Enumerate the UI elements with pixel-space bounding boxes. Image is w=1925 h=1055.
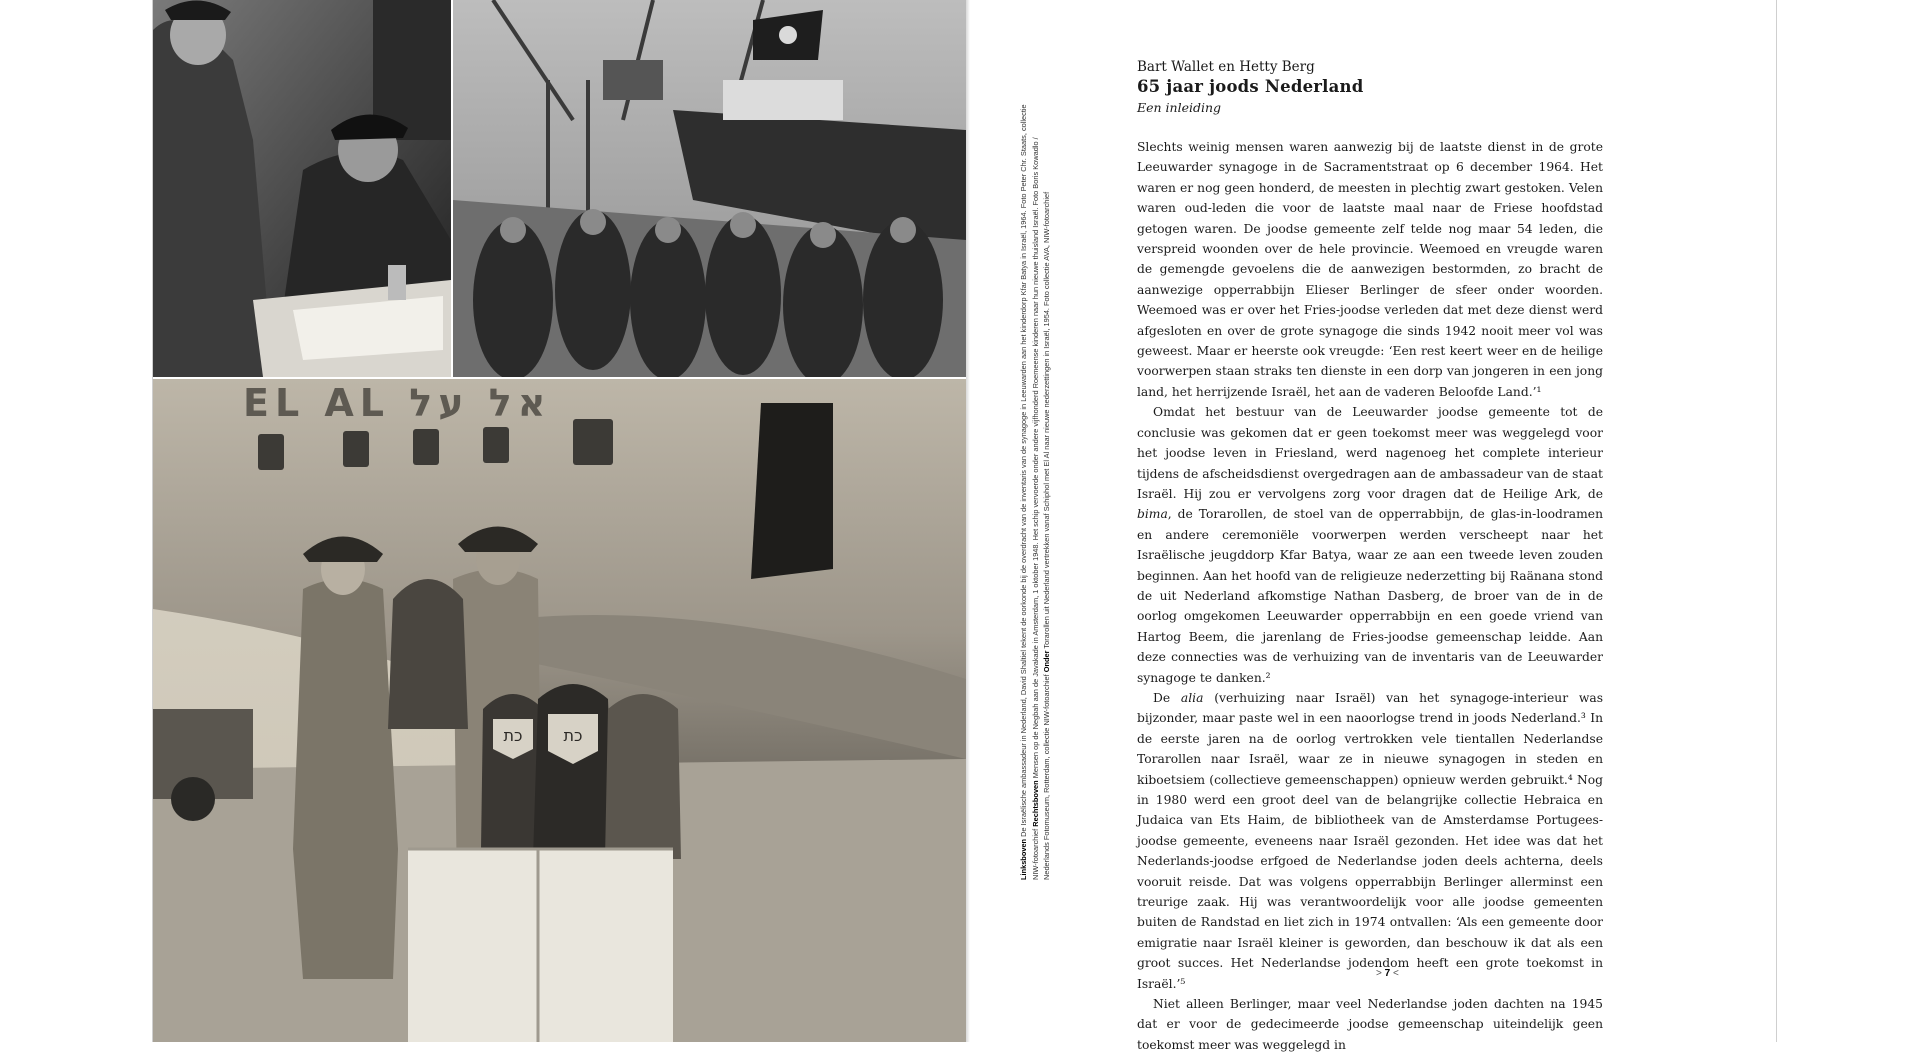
article-title: 65 jaar joods Nederland — [1137, 77, 1364, 96]
page-edge-right — [1776, 0, 1777, 1042]
page-number: > 7 < — [1376, 968, 1399, 979]
paragraph-2: Omdat het bestuur van de Leeuwarder joodse gemeente tot de conclusie was gekomen dat er geen toekomst meer was weggelegd voor het joodse leven in Friesland, werd nagenoeg het complete interieur tijdens de afscheidsdienst overgedragen aan de ambassadeur van de staat Israël. Hij zou er vervolgens zorg voor dragen dat de Heilige Ark, de bima, de Torarollen, de stoel van de opperrabbijn, de glas-in-loodramen en andere ceremoniële voorwerpen werden verscheept naar het Israëlische jeugddorp Kfar Batya, waar ze aan een tweede leven zouden beginnen. Aan het hoofd van de religieuze nederzetting bij Raänana stond de uit Nederland afkomstige Nathan Dasberg, de broer van de in de oorlog omgekomen Leeuwarder opperrabbijn en een goede vriend van Hartog Beem, die jarenlang de Fries-joodse gemeenschap leidde. Aan deze connecties was de verhuizing van de inventaris van de Leeuwarder synagoge te danken.² — [1137, 405, 1603, 685]
paragraph-3: De alia (verhuizing naar Israël) van het synagoge-interieur was bijzonder, maar paste wel in een naoorlogse trend in joods Nederland.³ In de eerste jaren na de oorlog vertrokken vele tientallen Nederlandse Torarollen naar Israël, waar ze in nieuwe synagogen in steden en kiboetsiem (collectieve gemeenschappen) opnieuw werden gebruikt.⁴ Nog in 1980 werd een groot deel van de belangrijke collectie Hebraica en Judaica van Ets Haim, de bibliotheek van de Amsterdamse Portugees-joodse gemeente, eveneens naar Israël gezonden. Het idee was dat het Nederlands-joodse erfgoed de Nederlandse joden deels achterna, deels vooruit reisde. Dat was volgens opperrabbijn Berlinger allerminst een treurige zaak. Hij was verantwoordelijk voor alle joodse gemeenten buiten de Randstad en liet zich in 1974 ontvallen: ‘Als een gemeente door emigratie naar Israël kleiner is geworden, dan beschouw ik dat als een groot succes. Het Nederlandse jodendom heeft een grote toekomst in Israël.’⁵ — [1137, 690, 1604, 991]
article-subtitle: Een inleiding — [1137, 100, 1222, 115]
photo-torah-scrolls-el-al — [153, 379, 966, 1042]
torah-mantle-label: כת — [563, 726, 583, 745]
photo-ship-quay-crowd — [453, 0, 966, 377]
photo-caption — [1018, 100, 1053, 880]
article-author: Bart Wallet en Hetty Berg — [1137, 59, 1315, 75]
caption-text-linksboven: De Israëlische ambassadeur in Nederland, David Shaltiel tekent de oorkonde bij de overdracht van de inventaris van de synagoge in Leeuwarden aan het kinderdorp Kfar Batya in Israël, 1964. Foto Peter Chr. Staats, collectie NIW-fotoarchief — [1019, 104, 1040, 880]
caption-label-onder: Onder — [1042, 650, 1052, 673]
article — [1137, 58, 1603, 1055]
torah-mantle-label: כת — [503, 726, 523, 745]
caption-label-rechtsboven: Rechtsboven — [1030, 780, 1040, 827]
paragraph-4: Niet alleen Berlinger, maar veel Nederlandse joden dachten na 1945 dat er voor de gedecimeerde joodse gemeenschap uiteindelijk geen toekomst meer was weggelegd in — [1137, 997, 1603, 1052]
caption-label-linksboven: Linksboven — [1019, 838, 1028, 880]
plane-livery-text: EL AL אל על — [243, 381, 552, 425]
photo-signing-ceremony — [153, 0, 451, 377]
caption-text-onder: Torarollen uit Nederland vertrekken vanaf Schiphol met El Al naar nieuwe nederzettingen in Israël, 1954. Foto collectie AVA, NIW-fotoarchief — [1042, 191, 1052, 651]
article-body — [1137, 137, 1603, 1055]
paragraph-1: Slechts weinig mensen waren aanwezig bij de laatste dienst in de grote Leeuwarder synagoge in de Sacramentstraat op 6 december 1964. Het waren er nog geen honderd, de meesten in plechtig zwart gestoken. Velen waren oud-leden die voor de laatste maal naar de Friese hoofdstad getogen waren. De joodse gemeente zelf telde nog maar 54 leden, die verspreid woonden over de hele provincie. Weemoed en vreugde waren de gemengde gevoelens die de aanwezigen bestormden, zo bracht de aanwezige opperrabbijn Elieser Berlinger de sfeer onder woorden. Weemoed was er over het Fries-joodse verleden dat met deze dienst werd afgesloten en over de grote synagoge die sinds 1942 nooit meer vol was geweest. Maar er heerste ook vreugde: ‘Een rest keert weer en de heilige voorwerpen staan straks ten dienste in een dorp van jongeren in een jong land, het herrijzende Israël, het aan de vaderen Beloofde Land.’¹ — [1137, 140, 1603, 399]
caption-text-rechtsboven: Mensen op de Negbah aan de Javakade in Amsterdam, 1 oktober 1948. Het schip vervoerde onder andere vijfhonderd Roemeense kinderen naar hun nieuwe thuisland Israël. Foto Boris Kowadlo / Nederlands Fotomuseum, Rotterdam, collectie NIW-fotoarchief — [1030, 137, 1052, 880]
gutter — [966, 0, 970, 1042]
